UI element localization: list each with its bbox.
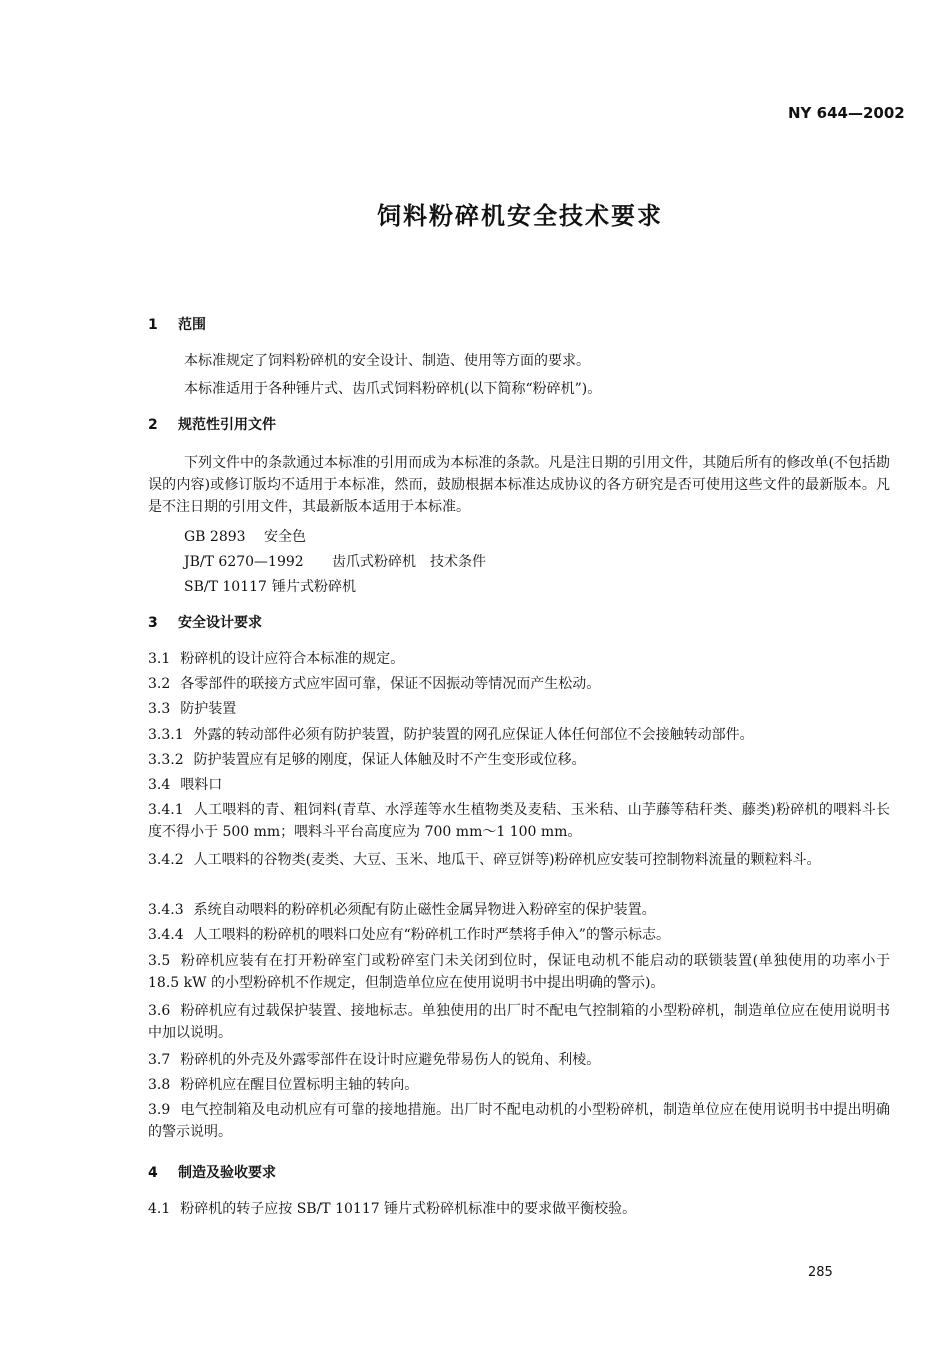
clause-text: 防护装置 xyxy=(180,701,237,717)
section-title: 规范性引用文件 xyxy=(178,417,276,433)
clause-text: 粉碎机的转子应按 SB/T 10117 锤片式粉碎机标准中的要求做平衡校验。 xyxy=(180,1201,637,1217)
paragraph: 下列文件中的条款通过本标准的引用而成为本标准的条款。凡是注日期的引用文件，其随后所有的修改单(不包括勘误的内容)或修订版均不适用于本标准，然而，鼓励根据本标准达成协议的各方研究是否可使用这些文件的最新版本。凡是不注日期的引用文件，其最新版本适用于本标准。 xyxy=(148,455,890,515)
clause xyxy=(148,1049,890,1071)
clause xyxy=(148,1000,890,1044)
clause-number: 3.8 xyxy=(148,1077,171,1093)
clause-text: 防护装置应有足够的刚度，保证人体触及时不产生变形或位移。 xyxy=(193,752,586,768)
section-number: 2 xyxy=(148,417,158,433)
section-number: 3 xyxy=(148,615,158,631)
clause xyxy=(148,950,890,994)
page-number: 285 xyxy=(808,1265,833,1280)
document-title: 饲料粉碎机安全技术要求 xyxy=(377,202,663,230)
reference-item xyxy=(184,526,306,546)
clause-text: 粉碎机的设计应符合本标准的规定。 xyxy=(180,651,405,667)
clause-number: 3.3 xyxy=(148,701,171,717)
clause-number: 3.7 xyxy=(148,1052,171,1068)
section-2-heading xyxy=(148,414,276,434)
clause xyxy=(148,1074,890,1096)
clause xyxy=(148,698,890,720)
reference-name: 齿爪式粉碎机 技术条件 xyxy=(332,554,486,570)
clause xyxy=(148,849,890,871)
reference-code: SB/T 10117 xyxy=(184,579,267,595)
clause-text: 人工喂料的谷物类(麦类、大豆、玉米、地瓜干、碎豆饼等)粉碎机应安装可控制物料流量的颗粒料斗。 xyxy=(193,852,821,868)
clause xyxy=(148,724,890,746)
clause-text: 人工喂料的粉碎机的喂料口处应有“粉碎机工作时严禁将手伸入”的警示标志。 xyxy=(193,927,670,943)
clause-text: 粉碎机的外壳及外露零部件在设计时应避免带易伤人的锐角、利棱。 xyxy=(180,1052,601,1068)
clause-number: 3.3.2 xyxy=(148,752,184,768)
clause xyxy=(148,924,890,946)
clause-number: 3.5 xyxy=(148,953,171,969)
clause-text: 电气控制箱及电动机应有可靠的接地措施。出厂时不配电动机的小型粉碎机，制造单位应在使用说明书中提出明确的警示说明。 xyxy=(148,1102,890,1140)
clause-text: 喂料口 xyxy=(180,777,223,793)
reference-code: JB/T 6270—1992 xyxy=(184,554,304,570)
clause-number: 4.1 xyxy=(148,1201,171,1217)
clause xyxy=(148,774,890,796)
reference-name: 安全色 xyxy=(264,529,306,545)
clause-text: 人工喂料的青、粗饲料(青草、水浮莲等水生植物类及麦秸、玉米秸、山芋藤等秸秆类、藤类)粉碎机的喂料斗长度不得小于 500 mm；喂料斗平台高度应为 700 mm～1 100 mm。 xyxy=(148,802,890,840)
clause-number: 3.4.2 xyxy=(148,852,184,868)
clause-number: 3.3.1 xyxy=(148,727,184,743)
clause-number: 3.9 xyxy=(148,1102,171,1118)
section-number: 4 xyxy=(148,1165,158,1181)
clause xyxy=(148,673,890,695)
clause-number: 3.1 xyxy=(148,651,171,667)
section-1-heading xyxy=(148,314,206,334)
reference-item xyxy=(184,576,356,596)
reference-code: GB 2893 xyxy=(184,529,246,545)
clause-number: 3.4.3 xyxy=(148,902,184,918)
paragraph: 本标准适用于各种锤片式、齿爪式饲料粉碎机(以下简称“粉碎机”)。 xyxy=(184,381,602,397)
section-title: 范围 xyxy=(178,317,206,333)
clause xyxy=(148,749,890,771)
clause-text: 粉碎机应有过载保护装置、接地标志。单独使用的出厂时不配电气控制箱的小型粉碎机，制造单位应在使用说明书中加以说明。 xyxy=(148,1003,890,1041)
clause-number: 3.2 xyxy=(148,676,171,692)
section-3-heading xyxy=(148,612,262,632)
clause-text: 外露的转动部件必须有防护装置，防护装置的网孔应保证人体任何部位不会接触转动部件。 xyxy=(193,727,754,743)
section-4-heading xyxy=(148,1162,276,1182)
clause xyxy=(148,899,890,921)
clause-number: 3.4 xyxy=(148,777,171,793)
clause-number: 3.4.1 xyxy=(148,802,184,818)
paragraph: 本标准规定了饲料粉碎机的安全设计、制造、使用等方面的要求。 xyxy=(184,353,590,369)
standard-number: NY 644—2002 xyxy=(788,104,905,122)
section-number: 1 xyxy=(148,317,158,333)
reference-item xyxy=(184,551,486,571)
clause-text: 系统自动喂料的粉碎机必须配有防止磁性金属异物进入粉碎室的保护装置。 xyxy=(193,902,656,918)
clause-text: 粉碎机应在醒目位置标明主轴的转向。 xyxy=(180,1077,419,1093)
clause-text: 各零部件的联接方式应牢固可靠，保证不因振动等情况而产生松动。 xyxy=(180,676,601,692)
section-title: 制造及验收要求 xyxy=(178,1165,276,1181)
clause-text: 粉碎机应装有在打开粉碎室门或粉碎室门未关闭到位时，保证电动机不能启动的联锁装置(单独使用的功率小于 18.5 kW 的小型粉碎机不作规定，但制造单位应在使用说明书中提出明确的警示)。 xyxy=(148,953,890,991)
clause-number: 3.4.4 xyxy=(148,927,184,943)
clause-number: 3.6 xyxy=(148,1003,171,1019)
clause xyxy=(148,1099,890,1143)
clause xyxy=(148,648,890,670)
reference-name: 锤片式粉碎机 xyxy=(272,579,356,595)
clause xyxy=(148,1198,890,1220)
clause xyxy=(148,799,890,843)
section-title: 安全设计要求 xyxy=(178,615,262,631)
